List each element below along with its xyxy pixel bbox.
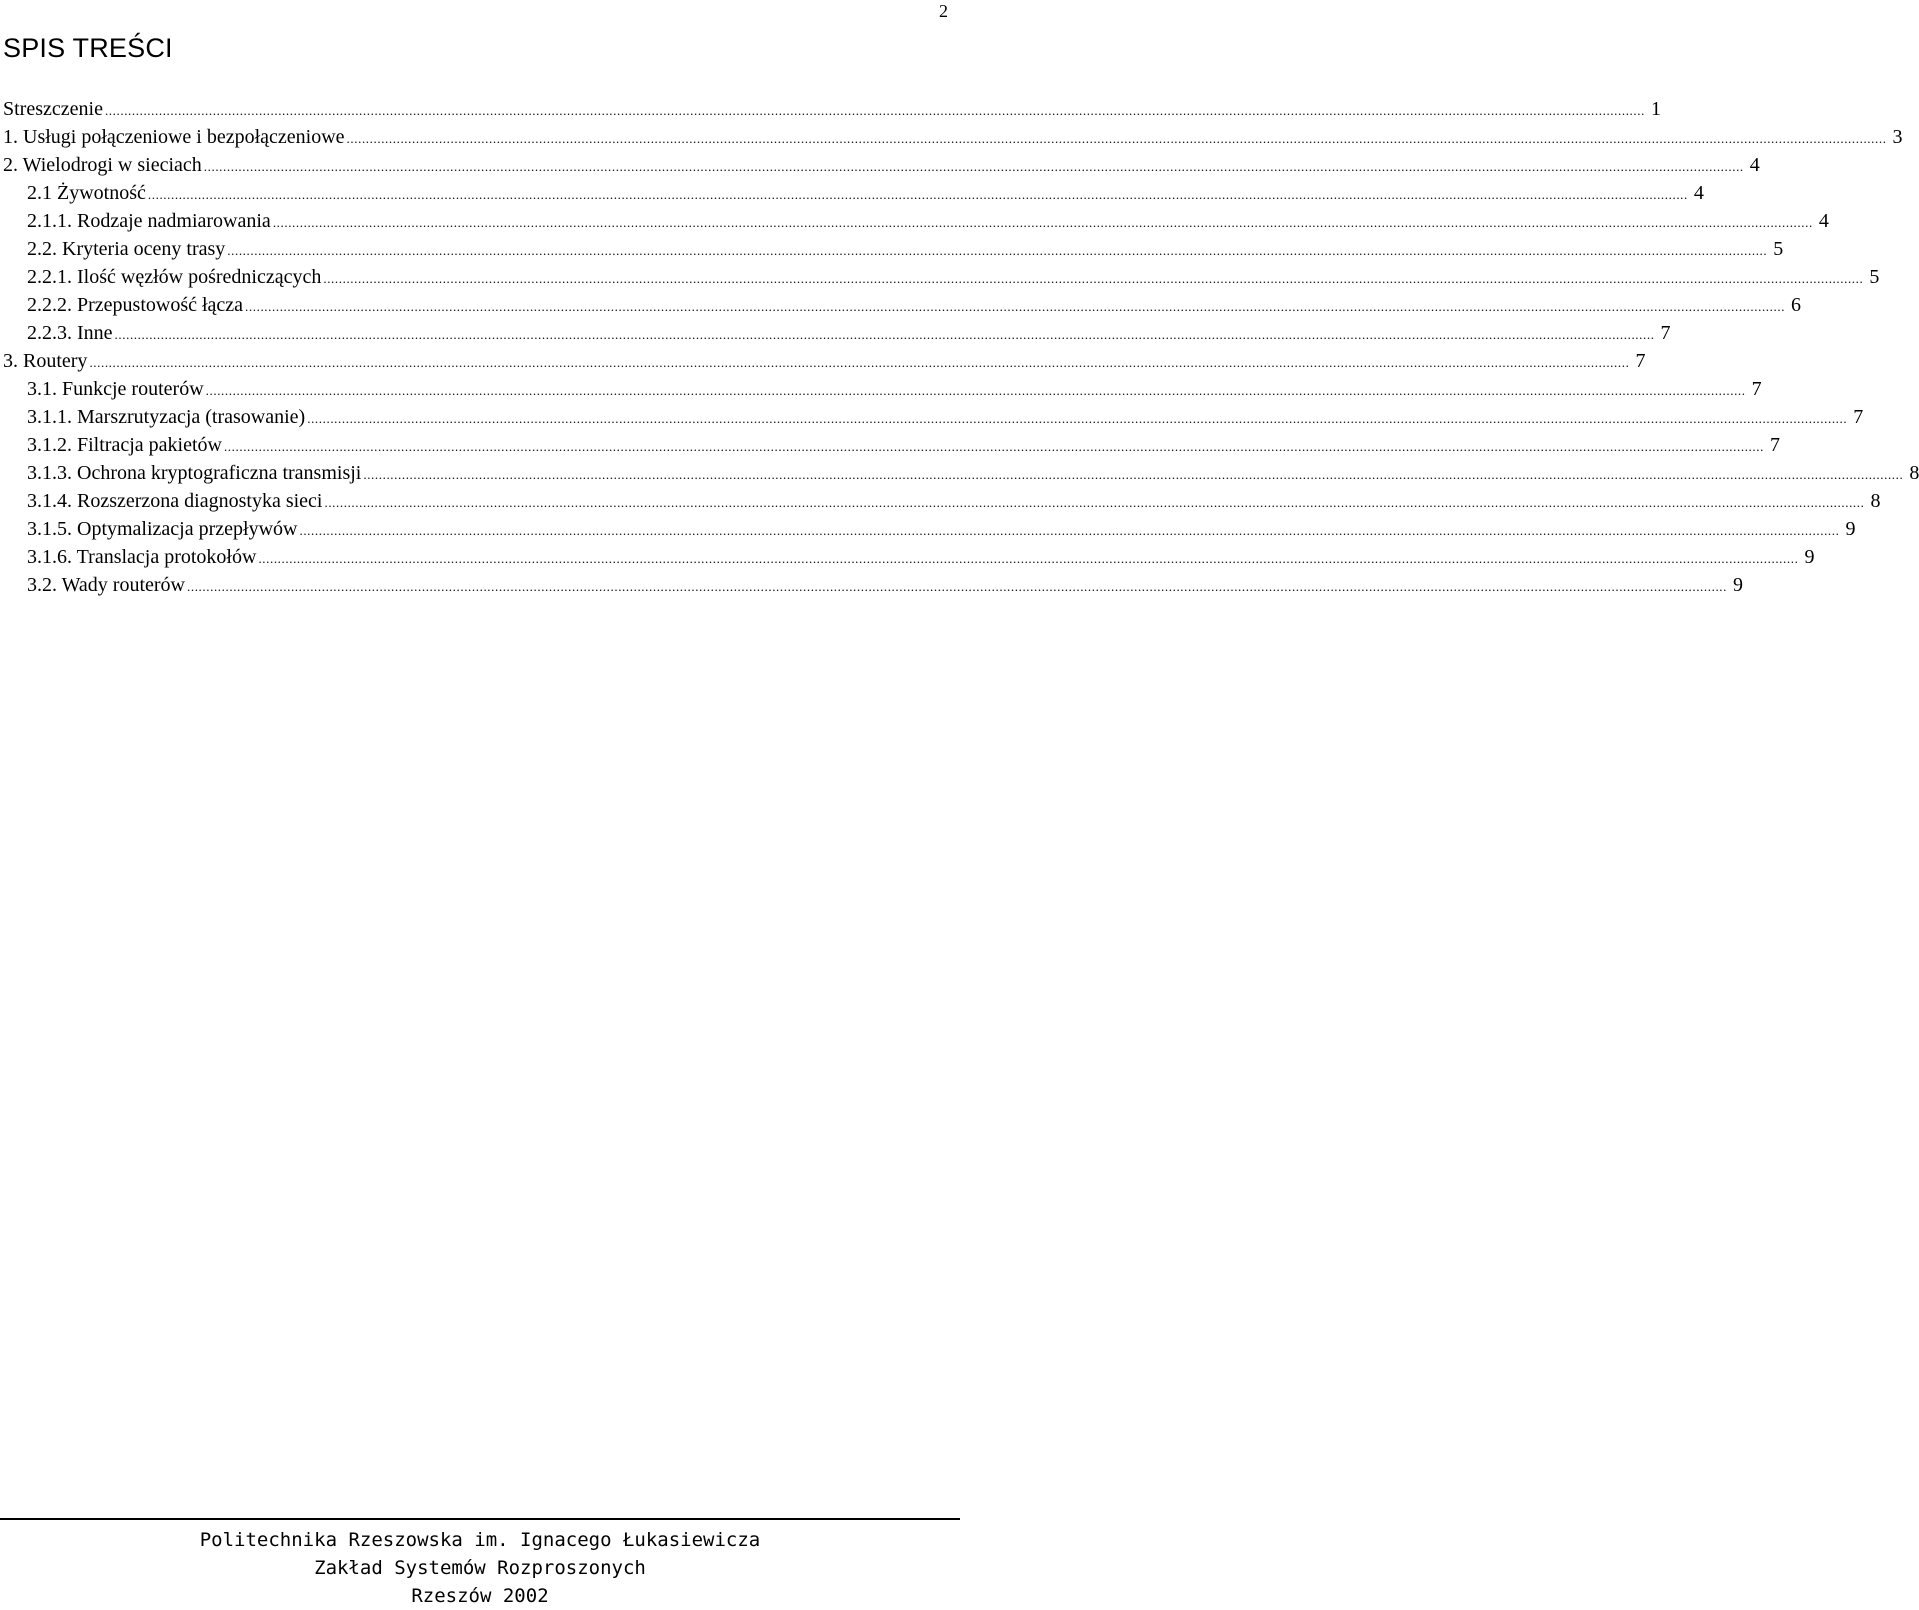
toc-entry-label: 2.2.1. Ilość węzłów pośredniczących bbox=[27, 266, 322, 288]
toc-entry-page: 9 bbox=[1845, 518, 1856, 540]
table-of-contents bbox=[0, 95, 1919, 599]
toc-dot-leader: ................................................................................................................................................................................................................................................................................................................................................................................................................ bbox=[147, 187, 1688, 202]
toc-entry-page: 6 bbox=[1791, 294, 1802, 316]
toc-dot-leader: ................................................................................................................................................................................................................................................................................................................................................................................................................ bbox=[324, 495, 1865, 510]
toc-entry-label: 2.1 Żywotność bbox=[27, 182, 146, 204]
toc-entry-page: 7 bbox=[1751, 378, 1762, 400]
toc-dot-leader: ................................................................................................................................................................................................................................................................................................................................................................................................................ bbox=[89, 355, 1630, 370]
toc-entry-page: 8 bbox=[1870, 490, 1881, 512]
toc-dot-leader: ................................................................................................................................................................................................................................................................................................................................................................................................................ bbox=[104, 103, 1645, 118]
toc-dot-leader: ................................................................................................................................................................................................................................................................................................................................................................................................................ bbox=[187, 579, 1727, 594]
toc-dot-leader: ................................................................................................................................................................................................................................................................................................................................................................................................................ bbox=[307, 411, 1848, 426]
toc-entry-page: 5 bbox=[1773, 238, 1784, 260]
toc-dot-leader: ................................................................................................................................................................................................................................................................................................................................................................................................................ bbox=[205, 383, 1746, 398]
toc-entry-label: 3.1.4. Rozszerzona diagnostyka sieci bbox=[27, 490, 323, 512]
toc-entry-page: 9 bbox=[1804, 546, 1815, 568]
toc-entry[interactable] bbox=[0, 347, 1646, 375]
toc-entry-page: 1 bbox=[1650, 98, 1661, 120]
toc-entry-label: 3.1.1. Marszrutyzacja (trasowanie) bbox=[27, 406, 306, 428]
footer-divider bbox=[0, 1518, 960, 1520]
toc-entry-page: 9 bbox=[1733, 574, 1743, 596]
toc-entry-label: 2. Wielodrogi w sieciach bbox=[3, 154, 202, 176]
toc-dot-leader: ................................................................................................................................................................................................................................................................................................................................................................................................................ bbox=[363, 467, 1904, 482]
toc-entry-page: 7 bbox=[1635, 350, 1646, 372]
toc-entry-page: 7 bbox=[1769, 434, 1780, 456]
toc-entry[interactable] bbox=[0, 515, 1856, 543]
toc-entry-page: 7 bbox=[1853, 406, 1864, 428]
toc-entry[interactable] bbox=[0, 291, 1802, 319]
toc-entry-label: 1. Usługi połączeniowe i bezpołączeniowe bbox=[3, 126, 345, 148]
toc-entry-label: 2.1.1. Rodzaje nadmiarowania bbox=[27, 210, 271, 232]
toc-entry[interactable] bbox=[0, 571, 1743, 599]
footer-department: Zakład Systemów Rozproszonych bbox=[314, 1557, 646, 1579]
toc-entry-label: 2.2. Kryteria oceny trasy bbox=[27, 238, 226, 260]
toc-entry-label: 3.1.3. Ochrona kryptograficzna transmisji bbox=[27, 462, 362, 484]
toc-dot-leader: ................................................................................................................................................................................................................................................................................................................................................................................................................ bbox=[323, 271, 1864, 286]
toc-entry[interactable] bbox=[0, 403, 1864, 431]
toc-entry-label: 3.1.6. Translacja protokołów bbox=[27, 546, 257, 568]
toc-entry-page: 4 bbox=[1749, 154, 1760, 176]
toc-entry[interactable] bbox=[0, 263, 1880, 291]
toc-entry[interactable] bbox=[0, 207, 1829, 235]
toc-dot-leader: ................................................................................................................................................................................................................................................................................................................................................................................................................ bbox=[258, 551, 1799, 566]
toc-entry-label: 3.1. Funkcje routerów bbox=[27, 378, 204, 400]
toc-dot-leader: ................................................................................................................................................................................................................................................................................................................................................................................................................ bbox=[227, 243, 1768, 258]
toc-entry-label: 3.2. Wady routerów bbox=[27, 574, 185, 596]
toc-entry-page: 5 bbox=[1869, 266, 1880, 288]
page-number: 2 bbox=[939, 1, 948, 21]
toc-dot-leader: ................................................................................................................................................................................................................................................................................................................................................................................................................ bbox=[245, 299, 1786, 314]
toc-dot-leader: ................................................................................................................................................................................................................................................................................................................................................................................................................ bbox=[346, 131, 1887, 146]
toc-entry[interactable] bbox=[0, 179, 1704, 207]
toc-entry[interactable] bbox=[0, 95, 1661, 123]
toc-entry-page: 8 bbox=[1909, 462, 1919, 484]
footer-place-date: Rzeszów 2002 bbox=[411, 1585, 549, 1607]
toc-entry-label: Streszczenie bbox=[3, 98, 103, 120]
toc-entry[interactable] bbox=[0, 319, 1671, 347]
toc-dot-leader: ................................................................................................................................................................................................................................................................................................................................................................................................................ bbox=[299, 523, 1840, 538]
toc-entry-label: 2.2.2. Przepustowość łącza bbox=[27, 294, 244, 316]
toc-entry[interactable] bbox=[0, 375, 1762, 403]
toc-entry-label: 2.2.3. Inne bbox=[27, 322, 113, 344]
toc-entry[interactable] bbox=[0, 123, 1903, 151]
toc-entry-label: 3.1.2. Filtracja pakietów bbox=[27, 434, 222, 456]
toc-entry[interactable] bbox=[0, 543, 1815, 571]
toc-entry-page: 4 bbox=[1693, 182, 1704, 204]
toc-entry-page: 3 bbox=[1892, 126, 1903, 148]
toc-title: SPIS TREŚCI bbox=[3, 33, 173, 63]
toc-entry-page: 4 bbox=[1818, 210, 1829, 232]
footer bbox=[0, 1526, 960, 1610]
footer-university: Politechnika Rzeszowska im. Ignacego Łukasiewicza bbox=[199, 1529, 761, 1551]
toc-entry[interactable] bbox=[0, 459, 1919, 487]
toc-entry-page: 7 bbox=[1660, 322, 1671, 344]
toc-entry-label: 3. Routery bbox=[3, 350, 88, 372]
toc-entry[interactable] bbox=[0, 235, 1784, 263]
toc-dot-leader: ................................................................................................................................................................................................................................................................................................................................................................................................................ bbox=[114, 327, 1655, 342]
toc-dot-leader: ................................................................................................................................................................................................................................................................................................................................................................................................................ bbox=[272, 215, 1813, 230]
toc-entry[interactable] bbox=[0, 431, 1780, 459]
toc-entry[interactable] bbox=[0, 151, 1760, 179]
toc-dot-leader: ................................................................................................................................................................................................................................................................................................................................................................................................................ bbox=[203, 159, 1744, 174]
toc-dot-leader: ................................................................................................................................................................................................................................................................................................................................................................................................................ bbox=[223, 439, 1764, 454]
toc-entry[interactable] bbox=[0, 487, 1881, 515]
toc-entry-label: 3.1.5. Optymalizacja przepływów bbox=[27, 518, 298, 540]
